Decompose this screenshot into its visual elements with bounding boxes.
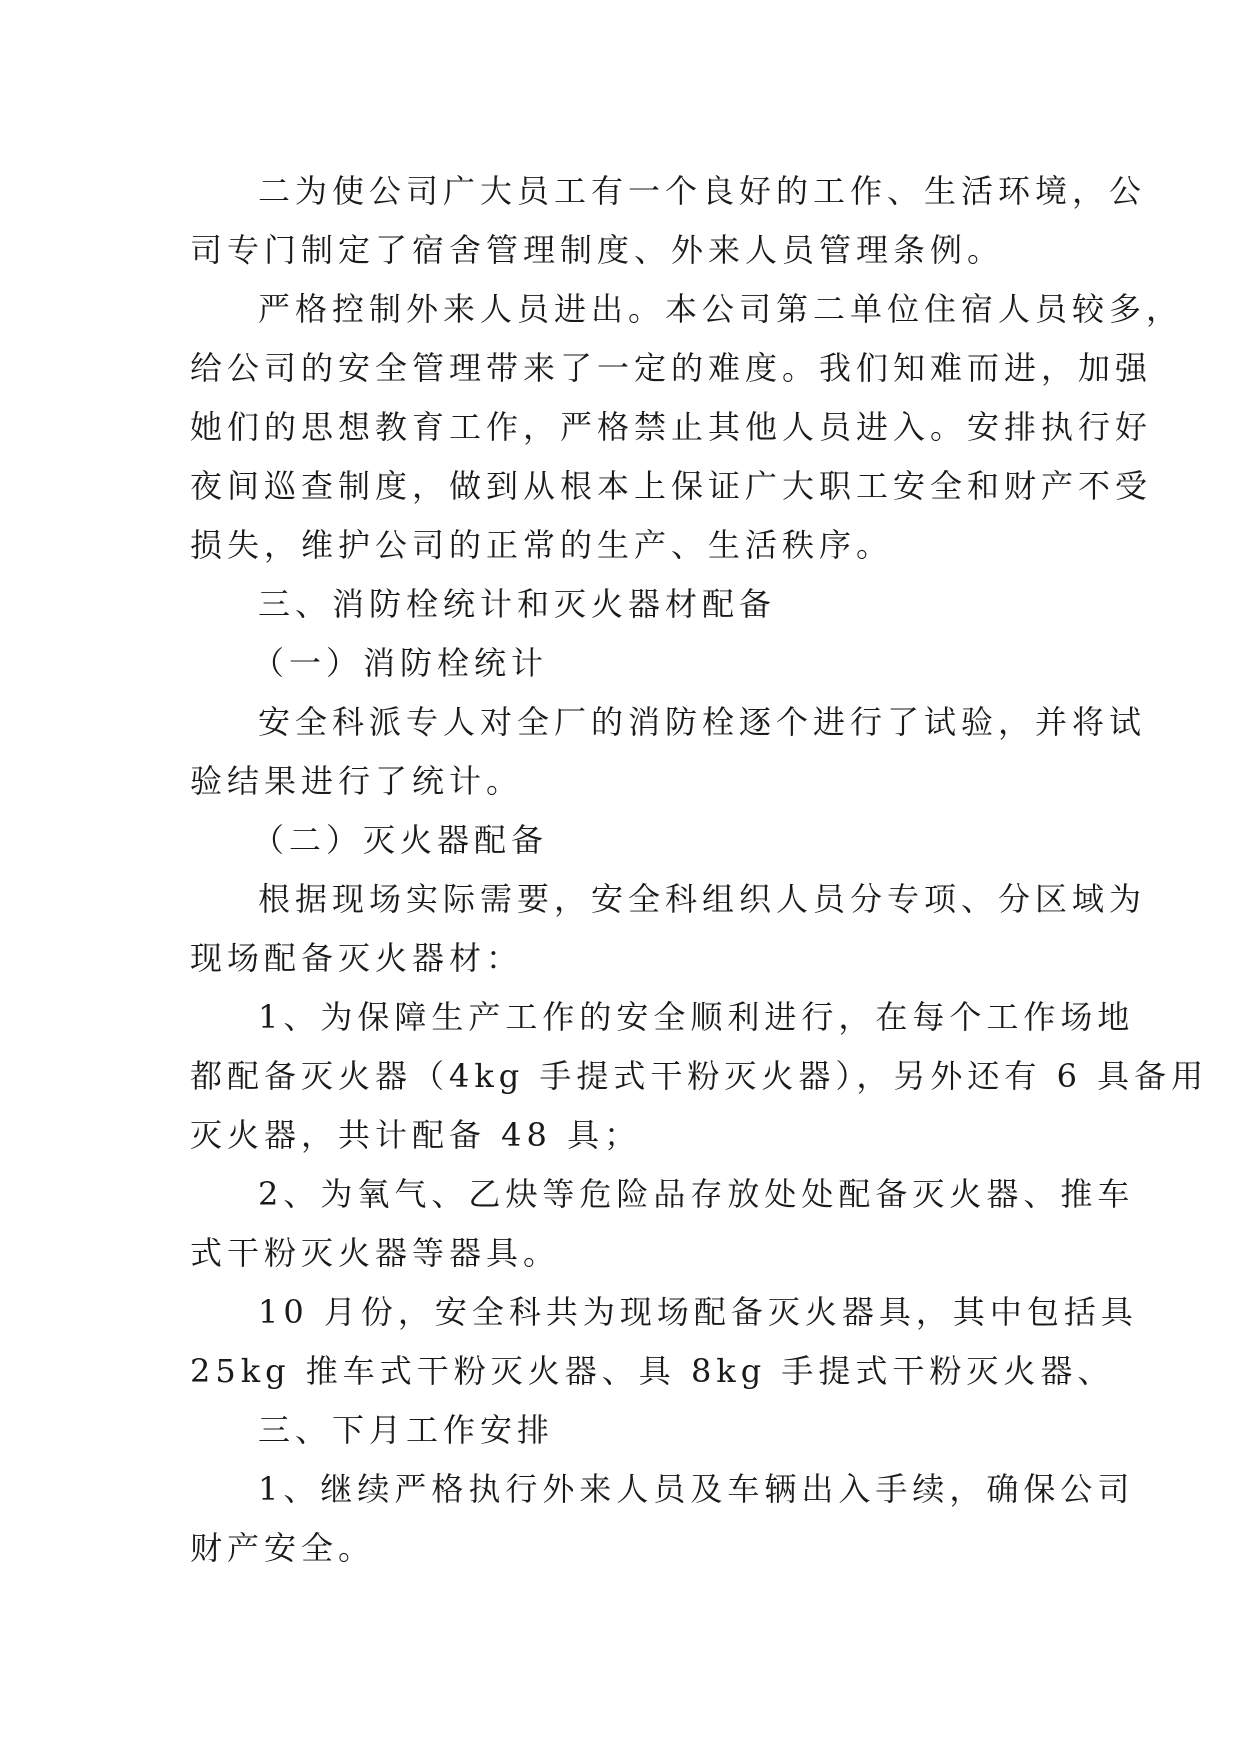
list-item-line: 财产安全。 — [190, 1529, 376, 1567]
paragraph-line: 损失，维护公司的正常的生产、生活秩序。 — [190, 526, 894, 564]
subsection-heading: （一）消防栓统计 — [252, 644, 549, 682]
paragraph-line: 夜间巡查制度，做到从根本上保证广大职工安全和财产不受 — [190, 467, 1153, 505]
list-item-line: 1、继续严格执行外来人员及车辆出入手续，确保公司 — [258, 1470, 1135, 1508]
paragraph-line: 严格控制外来人员进出。本公司第二单位住宿人员较多， — [258, 290, 1184, 328]
subsection-heading: （二）灭火器配备 — [252, 821, 549, 859]
paragraph-line: 司专门制定了宿舍管理制度、外来人员管理条例。 — [190, 231, 1005, 269]
paragraph-line: 根据现场实际需要，安全科组织人员分专项、分区域为 — [258, 880, 1147, 918]
paragraph-line: 现场配备灭火器材： — [190, 939, 524, 977]
section-heading: 三、下月工作安排 — [258, 1411, 555, 1449]
paragraph-line: 给公司的安全管理带来了一定的难度。我们知难而进，加强 — [190, 349, 1153, 387]
list-item-line: 式干粉灭火器等器具。 — [190, 1234, 561, 1272]
paragraph-line: 二为使公司广大员工有一个良好的工作、生活环境，公 — [258, 172, 1147, 210]
list-item-line: 2、为氧气、乙炔等危险品存放处处配备灭火器、推车 — [258, 1175, 1135, 1213]
paragraph-line: 验结果进行了统计。 — [190, 762, 524, 800]
list-item-line: 灭火器，共计配备 48 具； — [190, 1116, 642, 1154]
paragraph-line: 她们的思想教育工作，严格禁止其他人员进入。安排执行好 — [190, 408, 1153, 446]
list-item-line: 都配备灭火器（4kg 手提式干粉灭火器），另外还有 6 具备用 — [190, 1057, 1209, 1095]
paragraph-line: 安全科派专人对全厂的消防栓逐个进行了试验，并将试 — [258, 703, 1147, 741]
document-body — [190, 162, 1209, 1578]
section-heading: 三、消防栓统计和灭火器材配备 — [258, 585, 777, 623]
list-item-line: 1、为保障生产工作的安全顺利进行，在每个工作场地 — [258, 998, 1135, 1036]
paragraph-line: 25kg 推车式干粉灭火器、具 8kg 手提式干粉灭火器、 — [190, 1352, 1115, 1390]
paragraph-line: 10 月份，安全科共为现场配备灭火器具，其中包括具 — [258, 1293, 1138, 1331]
